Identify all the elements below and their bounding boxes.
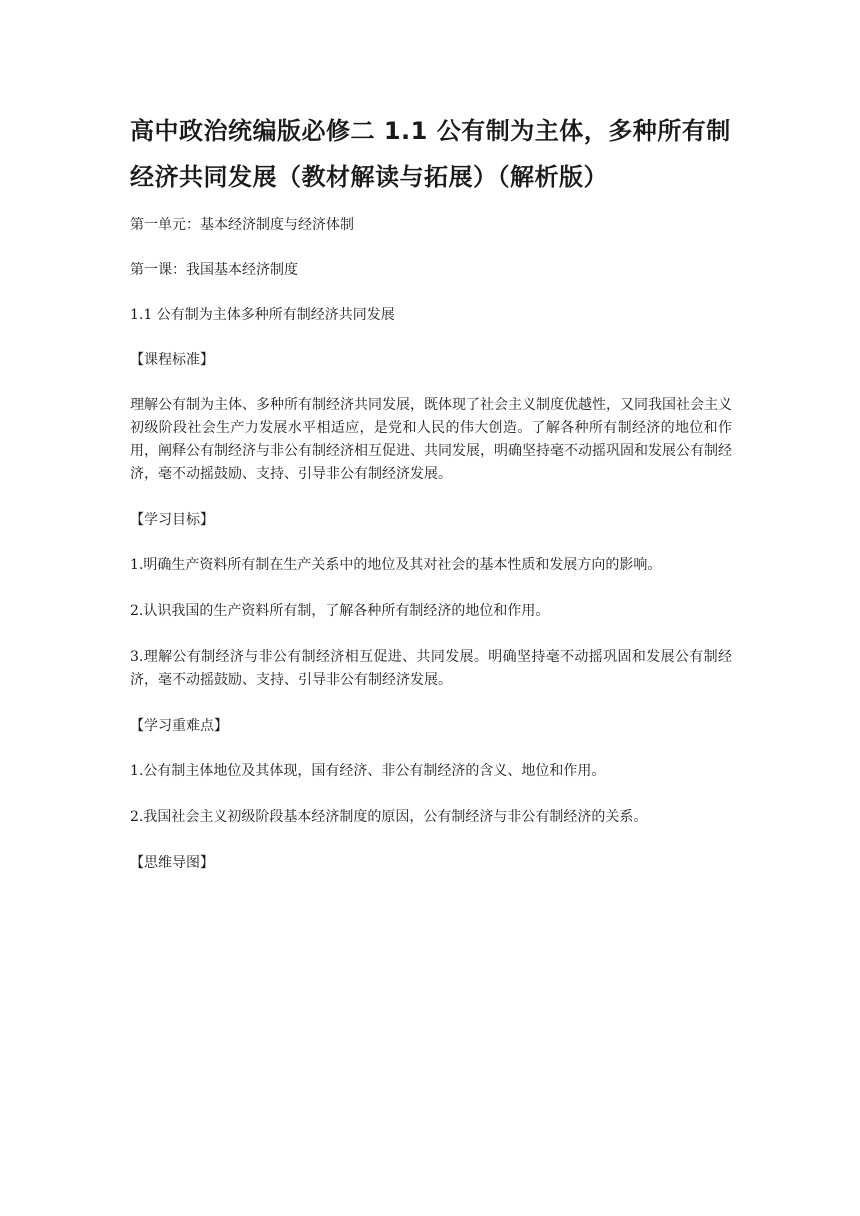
mindmap-heading: 【思维导图】 xyxy=(130,855,214,871)
goal-item-2: 2.认识我国的生产资料所有制，了解各种所有制经济的地位和作用。 xyxy=(130,603,550,619)
curriculum-paragraph: 理解公有制为主体、多种所有制经济共同发展，既体现了社会主义制度优越性，又同我国社会主义初级阶段社会生产力发展水平相适应，是党和人民的伟大创造。了解各种所有制经济的地位和作用，阐释公有制经济与非公有制经济相互促进、共同发展，明确坚持毫不动摇巩固和发展公有制经济，毫不动摇鼓励、支持、引导非公有制经济发展。 xyxy=(130,397,732,482)
document-title: 高中政治统编版必修二 1.1 公有制为主体，多种所有制经济共同发展（教材解读与拓展）（解析版） xyxy=(130,117,731,191)
section-line: 1.1 公有制为主体多种所有制经济共同发展 xyxy=(130,307,395,323)
document-page xyxy=(130,108,732,897)
curriculum-heading: 【课程标准】 xyxy=(130,352,214,368)
unit-line: 第一单元：基本经济制度与经济体制 xyxy=(130,217,354,233)
goals-heading: 【学习目标】 xyxy=(130,512,214,528)
keypoint-item-1: 1.公有制主体地位及其体现，国有经济、非公有制经济的含义、地位和作用。 xyxy=(130,763,606,779)
keypoint-item-2: 2.我国社会主义初级阶段基本经济制度的原因，公有制经济与非公有制经济的关系。 xyxy=(130,809,648,825)
goal-item-1: 1.明确生产资料所有制在生产关系中的地位及其对社会的基本性质和发展方向的影响。 xyxy=(130,557,662,573)
goal-item-3: 3.理解公有制经济与非公有制经济相互促进、共同发展。明确坚持毫不动摇巩固和发展公有制经济，毫不动摇鼓励、支持、引导非公有制经济发展。 xyxy=(130,649,732,688)
keypoints-heading: 【学习重难点】 xyxy=(130,718,228,734)
lesson-line: 第一课：我国基本经济制度 xyxy=(130,262,298,278)
